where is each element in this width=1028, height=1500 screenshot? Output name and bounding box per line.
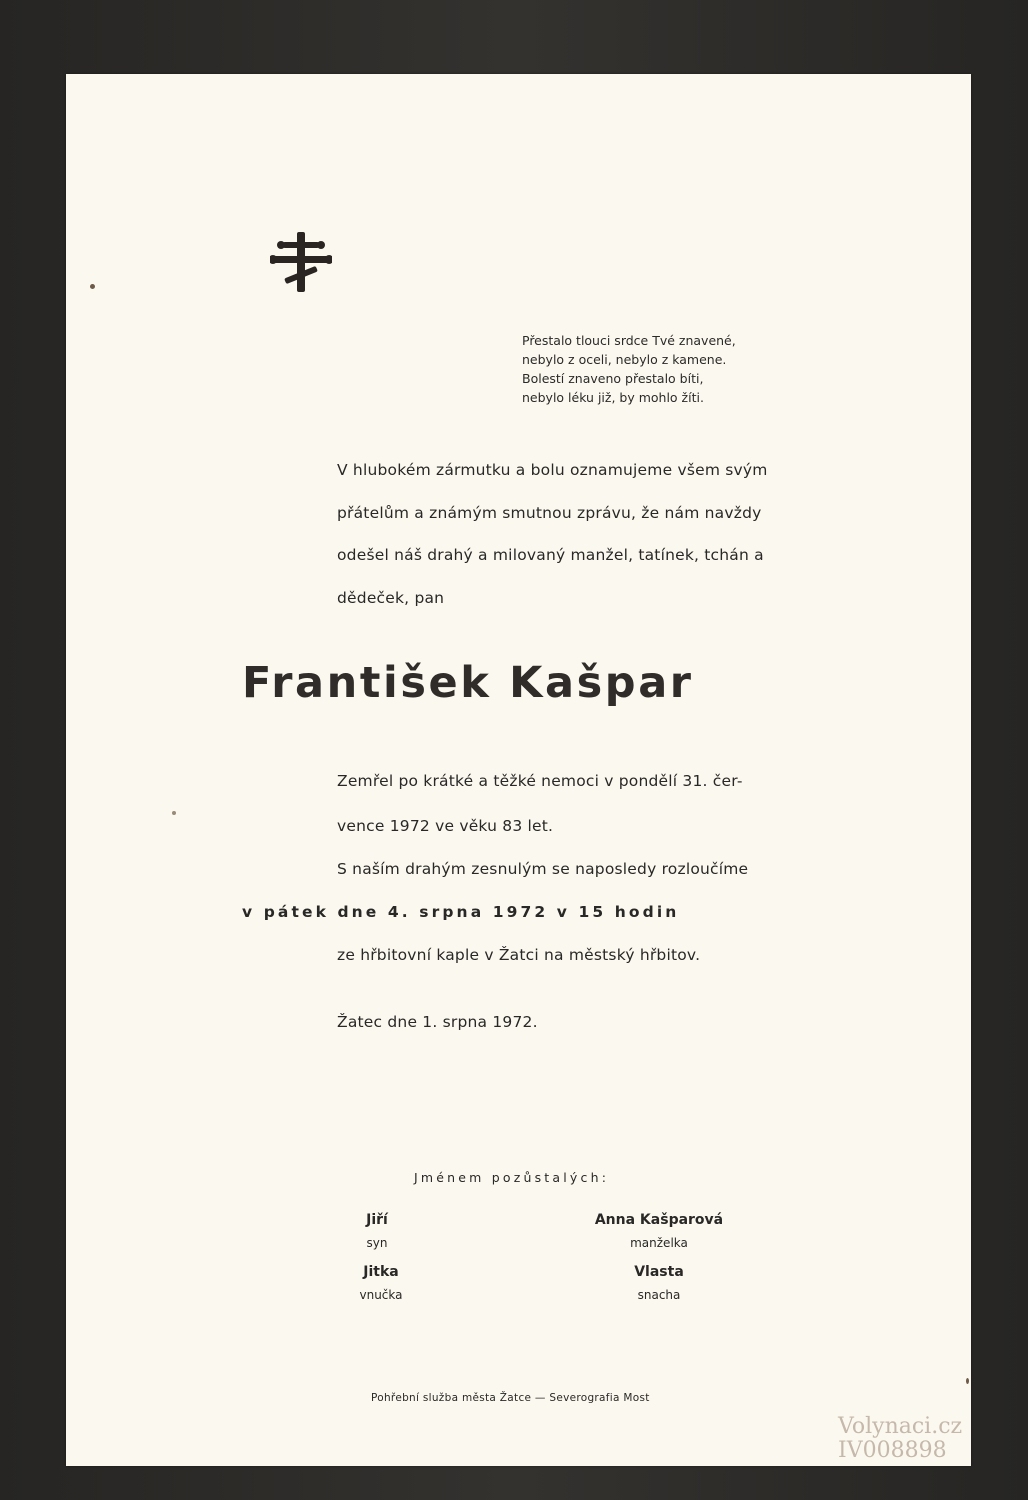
mourner bbox=[569, 1210, 749, 1252]
mourner bbox=[291, 1262, 471, 1304]
death-notice-line: vence 1972 ve věku 83 let. bbox=[337, 817, 554, 835]
place-date: Žatec dne 1. srpna 1972. bbox=[337, 1013, 538, 1031]
poem-line: nebylo z oceli, nebylo z kamene. bbox=[522, 352, 727, 367]
mourner-name: Jitka bbox=[363, 1264, 399, 1280]
announcement-line: dědeček, pan bbox=[337, 588, 445, 607]
announcement-line: přátelům a známým smutnou zprávu, že nám navždy bbox=[337, 503, 762, 522]
poem-line: Přestalo tlouci srdce Tvé znavené, bbox=[522, 333, 736, 348]
poem-line: Bolestí znaveno přestalo bíti, bbox=[522, 371, 704, 386]
funeral-time: v pátek dne 4. srpna 1972 v 15 hodin bbox=[242, 903, 680, 921]
mourner-relation: vnučka bbox=[359, 1288, 403, 1302]
poem bbox=[522, 331, 736, 407]
chapel-text: ze hřbitovní kaple v Žatci na městský hřbitov. bbox=[337, 946, 701, 964]
double-bar-cross-icon bbox=[270, 232, 332, 294]
farewell-text: S naším drahým zesnulým se naposledy rozloučíme bbox=[337, 860, 749, 878]
mourner-relation: snacha bbox=[637, 1288, 681, 1302]
printer-footer: Pohřební služba města Žatce — Severografia Most bbox=[371, 1392, 650, 1404]
mourner-name: Jiří bbox=[366, 1212, 388, 1228]
mourner-relation: syn bbox=[366, 1236, 388, 1250]
deceased-name: František Kašpar bbox=[242, 658, 694, 708]
mourner bbox=[569, 1262, 749, 1304]
paper-speck bbox=[966, 1378, 969, 1384]
mourner bbox=[287, 1210, 467, 1252]
on-behalf-heading: Jménem pozůstalých: bbox=[414, 1170, 610, 1185]
watermark bbox=[838, 1415, 962, 1463]
paper-speck bbox=[172, 811, 176, 815]
mourner-name: Vlasta bbox=[634, 1264, 684, 1280]
mourner-relation: manželka bbox=[630, 1236, 688, 1250]
announcement bbox=[337, 449, 807, 619]
watermark-site: Volynaci.cz bbox=[838, 1414, 963, 1439]
death-notice-line: Zemřel po krátké a těžké nemoci v pondělí 31. čer- bbox=[337, 772, 743, 790]
announcement-line: V hlubokém zármutku a bolu oznamujeme všem svým bbox=[337, 461, 768, 479]
paper-speck bbox=[90, 284, 95, 289]
announcement-line: odešel náš drahý a milovaný manžel, tatínek, tchán a bbox=[337, 546, 764, 564]
death-notice bbox=[337, 759, 743, 849]
watermark-id: IV008898 bbox=[838, 1438, 947, 1463]
poem-line: nebylo léku již, by mohlo žíti. bbox=[522, 390, 704, 405]
mourner-name: Anna Kašparová bbox=[594, 1212, 724, 1228]
